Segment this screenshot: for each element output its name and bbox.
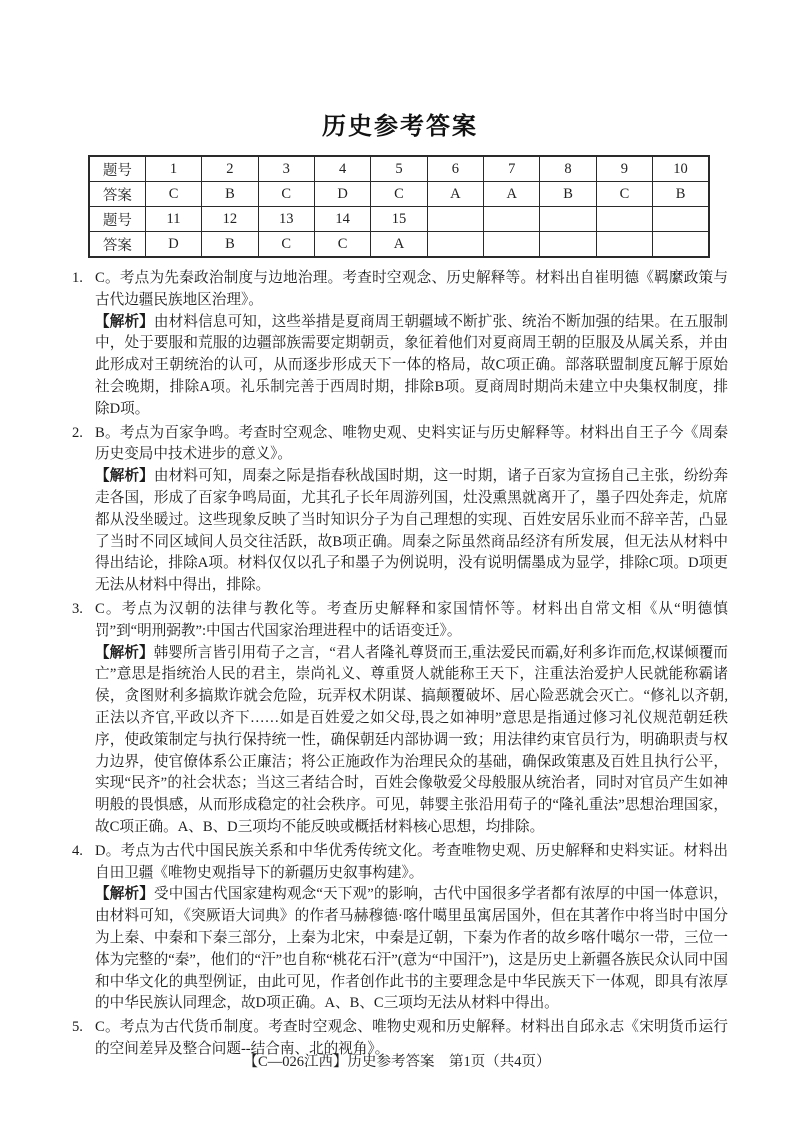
table-cell: C [371, 182, 427, 207]
item-answer-line: C。考点为古代货币制度。考查时空观念、唯物史观和历史解释。材料出自邱永志《宋明货币运行的空间差异及整合问题--结合南、北的视角》。 [95, 1019, 728, 1057]
table-cell [540, 232, 596, 258]
table-cell: B [653, 182, 709, 207]
item-number: 5. [72, 1019, 83, 1036]
table-cell: A [371, 232, 427, 258]
item-answer-line: C。考点为汉朝的法律与教化等。考查历史解释和家国情怀等。材料出自常文相《从“明德慎罚”到“明刑弼教”:中国古代国家治理进程中的话语变迁》。 [95, 600, 728, 639]
table-cell: B [540, 182, 596, 207]
table-cell: D [145, 232, 201, 258]
table-row [89, 156, 709, 182]
table-cell [596, 207, 652, 232]
explanations-list [72, 268, 728, 1061]
item-analysis: 【解析】由材料可知，周秦之际是指春秋战国时期，这一时期，诸子百家为宣扬自己主张，纷纷奔走各国，形成了百家争鸣局面，尤其孔子长年周游列国，灶没熏黑就离开了，墨子四处奔走，炕席都从没坐暖过。这些现象反映了当时知识分子为自己理想的实现、百姓安居乐业而不辞辛苦，凸显了当时不同区域间人员交往活跃，故B项正确。周秦之际虽然商品经济有所发展，但无法从材料中得出结论，排除A项。材料仅仅以孔子和墨子为例说明，没有说明儒墨成为显学，排除C项。D项更无法从材料中得出，排除。 [95, 468, 728, 594]
table-cell [427, 207, 483, 232]
answer-table [88, 155, 710, 258]
answer-item-1 [72, 268, 728, 421]
answer-item-3 [72, 599, 728, 839]
table-cell: C [596, 182, 652, 207]
table-cell: 3 [258, 156, 314, 182]
analysis-label: 【解析】 [95, 313, 154, 330]
table-cell [484, 207, 540, 232]
table-row [89, 232, 709, 258]
table-cell [653, 232, 709, 258]
table-cell: 答案 [89, 182, 145, 207]
table-cell: 6 [427, 156, 483, 182]
table-cell: 题号 [89, 156, 145, 182]
item-answer-line: D。考点为古代中国民族关系和中华优秀传统文化。考查唯物史观、历史解释和史料实证。材料出自田卫疆《唯物史观指导下的新疆历史叙事构建》。 [95, 842, 728, 881]
item-analysis: 【解析】由材料信息可知，这些举措是夏商周王朝疆域不断扩张、统治不断加强的结果。在五服制中，处于要服和荒服的边疆部族需要定期朝贡，象征着他们对夏商周王朝的臣服及从属关系，并由此形成对王朝统治的认可，从而逐步形成天下一体的格局，故C项正确。部落联盟制度瓦解于原始社会晚期，排除A项。礼乐制完善于西周时期，排除B项。夏商周时期尚未建立中央集权制度，排除D项。 [95, 313, 728, 417]
table-cell: 5 [371, 156, 427, 182]
table-cell: A [484, 182, 540, 207]
table-cell: 10 [653, 156, 709, 182]
item-answer-line: B。考点为百家争鸣。考查时空观念、唯物史观、史料实证与历史解释等。材料出自王子今《周秦历史变局中技术进步的意义》。 [95, 424, 728, 463]
item-analysis: 【解析】韩婴所言皆引用荀子之言，“君人者隆礼尊贤而王,重法爱民而霸,好利多诈而危,权谋倾覆而亡”意思是指统治人民的君主，崇尚礼义、尊重贤人就能称王天下，注重法治爱护人民就能称霸诸侯，贪图财利多搞欺诈就会危险，玩弄权术阴谋、搞颠覆破坏、居心险恶就会灭亡。“修礼以齐朝,正法以齐官,平政以齐下……如是百姓爱之如父母,畏之如神明”意思是指通过修习礼仪规范朝廷秩序，使政策制定与执行保持统一性，确保朝廷内部协调一致；用法律约束官员行为，明确职责与权力边界，使官僚体系公正廉洁；将公正施政作为治理民众的基础，确保政策惠及百姓且执行公平，实现“民齐”的社会状态；当这三者结合时，百姓会像敬爱父母般服从统治者，同时对官员产生如神明般的畏惧感，从而形成稳定的社会秩序。可见，韩婴主张沿用荀子的“隆礼重法”思想治理国家，故C项正确。A、B、D三项均不能反映或概括材料核心思想，均排除。 [95, 644, 728, 835]
table-cell: 4 [314, 156, 370, 182]
table-cell: 题号 [89, 207, 145, 232]
item-number: 1. [72, 270, 83, 286]
table-cell: D [314, 182, 370, 207]
table-cell: C [314, 232, 370, 258]
item-number: 2. [72, 424, 83, 441]
item-number: 4. [72, 842, 83, 859]
table-cell: 11 [145, 207, 201, 232]
analysis-label: 【解析】 [95, 644, 154, 661]
table-cell [653, 207, 709, 232]
item-analysis: 【解析】受中国古代国家建构观念“天下观”的影响，古代中国很多学者都有浓厚的中国一体意识，由材料可知，《突厥语大词典》的作者马赫穆德·喀什噶里虽寓居国外，但在其著作中将当时中国分为上秦、中秦和下秦三部分，上秦为北宋，中秦是辽朝，下秦为作者的故乡喀什噶尔一带，三位一体为完整的“秦”，他们的“汗”也自称“桃花石汗”(意为“中国汗”)，这是历史上新疆各族民众认同中国和中华文化的典型例证，由此可见，作者创作此书的主要理念是中华民族天下一体观，即具有浓厚的中华民族认同理念，故D项正确。A、B、C三项均无法从材料中得出。 [95, 886, 728, 1012]
analysis-label: 【解析】 [95, 468, 154, 485]
table-cell: C [258, 182, 314, 207]
table-cell: 15 [371, 207, 427, 232]
table-cell [484, 232, 540, 258]
answer-item-4 [72, 841, 728, 1015]
page-title: 历史参考答案 [322, 114, 478, 140]
analysis-label: 【解析】 [95, 886, 155, 903]
table-cell: 7 [484, 156, 540, 182]
table-cell: B [202, 232, 258, 258]
table-cell: A [427, 182, 483, 207]
item-number: 3. [72, 600, 83, 617]
table-cell: 8 [540, 156, 596, 182]
table-cell: 答案 [89, 232, 145, 258]
table-cell: 2 [202, 156, 258, 182]
table-row [89, 207, 709, 232]
table-row [89, 182, 709, 207]
table-cell [596, 232, 652, 258]
table-cell: 14 [314, 207, 370, 232]
table-cell: B [202, 182, 258, 207]
table-cell: 13 [258, 207, 314, 232]
table-cell [540, 207, 596, 232]
table-cell: 9 [596, 156, 652, 182]
item-answer-line: C。考点为先秦政治制度与边地治理。考查时空观念、历史解释等。材料出自崔明德《羁縻政策与古代边疆民族地区治理》。 [95, 270, 728, 308]
table-cell: 12 [202, 207, 258, 232]
answer-item-2 [72, 423, 728, 597]
table-cell: 1 [145, 156, 201, 182]
table-cell [427, 232, 483, 258]
table-cell: C [145, 182, 201, 207]
page-footer: 【C—026江西】历史参考答案 第1页（共4页） [243, 1054, 551, 1070]
table-cell: C [258, 232, 314, 258]
